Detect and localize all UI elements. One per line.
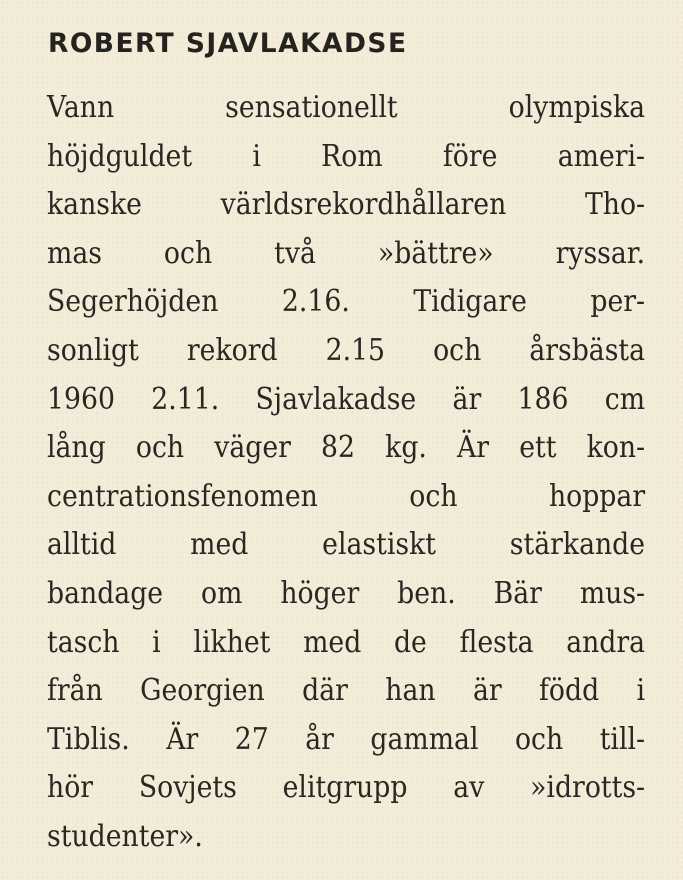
body-line: höjdguldet i Rom före ameri- bbox=[47, 138, 646, 174]
body-line: bandage om höger ben. Bär mus- bbox=[47, 575, 646, 611]
body-line: Segerhöjden 2.16. Tidigare per- bbox=[47, 284, 646, 320]
body-line: kanske världsrekordhållaren Tho- bbox=[47, 187, 646, 223]
body-line: alltid med elastiskt stärkande bbox=[47, 527, 646, 563]
body-line: tasch i likhet med de flesta andra bbox=[47, 624, 646, 660]
body-line: sonligt rekord 2.15 och årsbästa bbox=[47, 332, 646, 368]
body-line: mas och två »bättre» ryssar. bbox=[47, 235, 646, 271]
body-line: hör Sovjets elitgrupp av »idrotts- bbox=[47, 770, 646, 806]
body-line: Vann sensationellt olympiska bbox=[47, 90, 646, 125]
body-line: studenter». bbox=[47, 818, 203, 854]
body-line: Tiblis. Är 27 år gammal och till- bbox=[47, 721, 646, 757]
article-title: ROBERT SJAVLAKADSE bbox=[48, 28, 408, 59]
body-line: lång och väger 82 kg. Är ett kon- bbox=[47, 430, 646, 466]
article-body bbox=[47, 84, 683, 862]
body-line: centrationsfenomen och hoppar bbox=[47, 478, 646, 514]
body-line: från Georgien där han är född i bbox=[47, 673, 646, 709]
body-line: 1960 2.11. Sjavlakadse är 186 cm bbox=[47, 381, 646, 417]
